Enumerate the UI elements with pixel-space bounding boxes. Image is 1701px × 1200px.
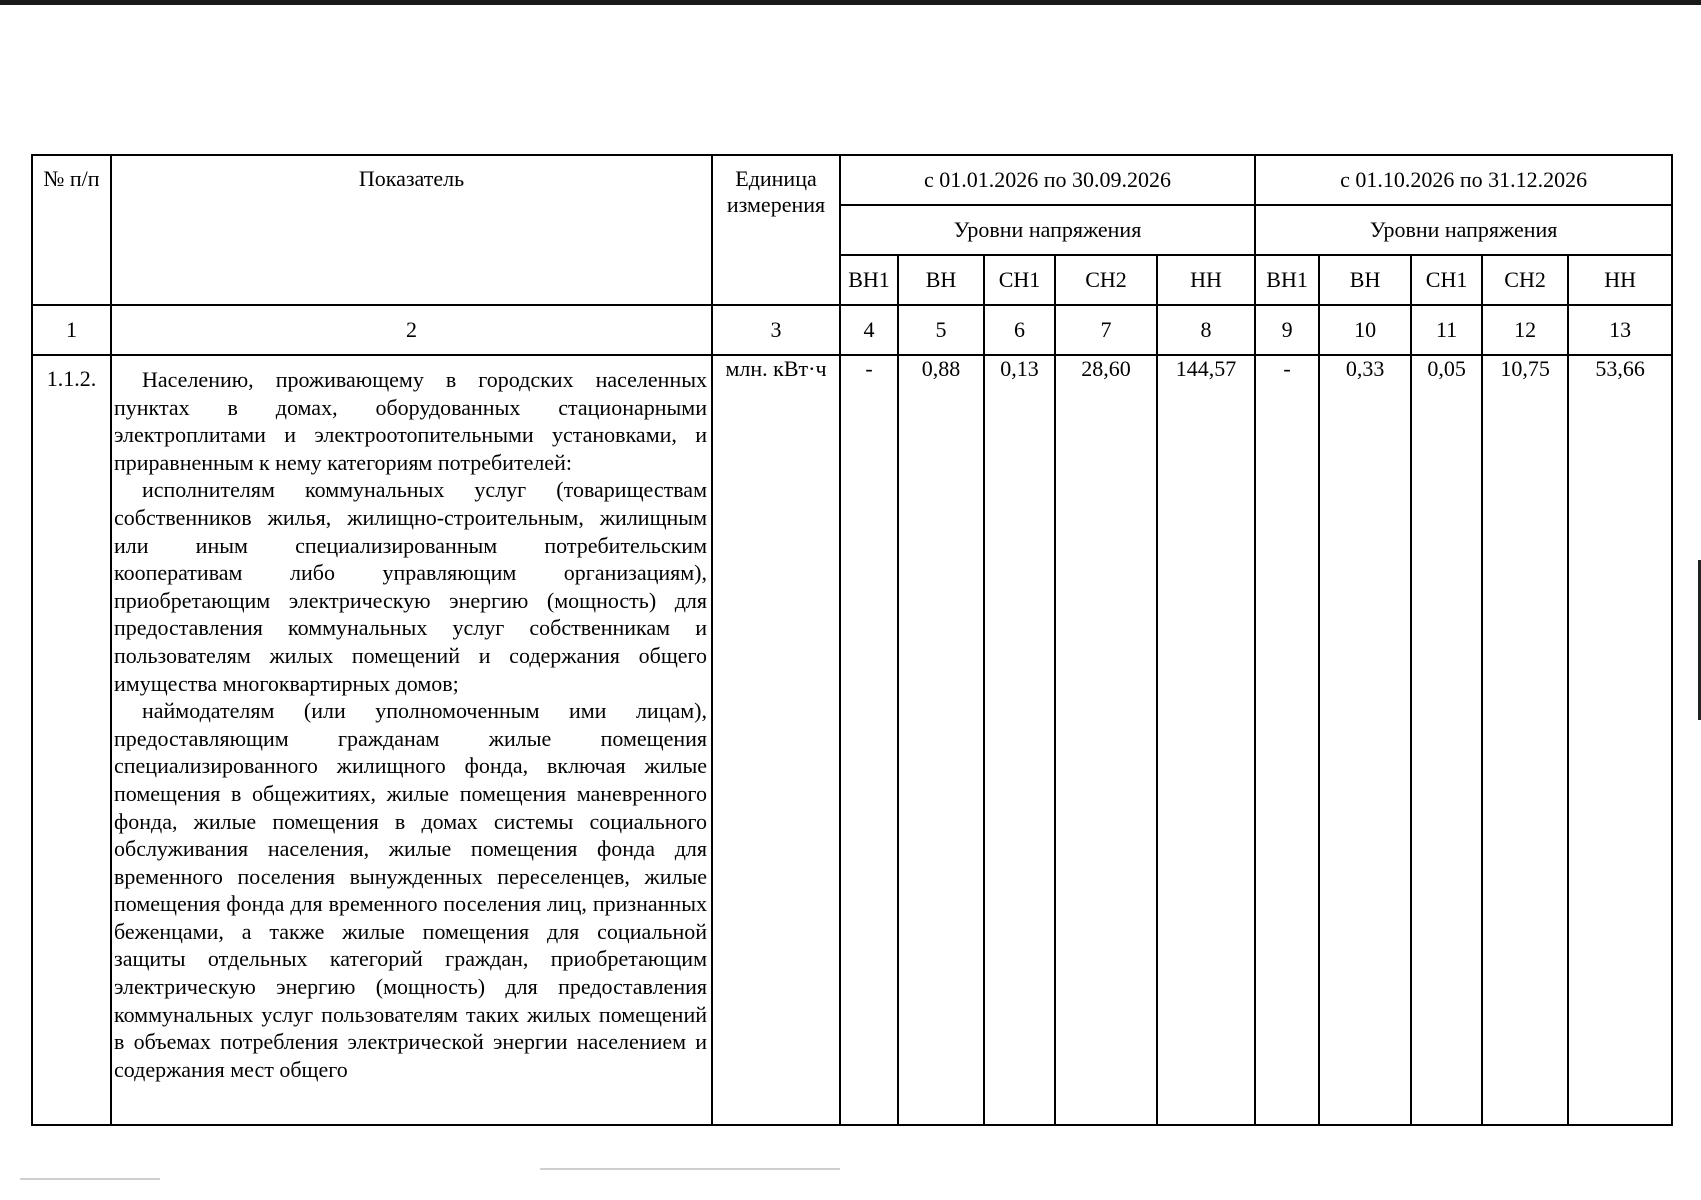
header-level-nn: НН (1157, 255, 1255, 305)
indicator-paragraph: наймодателям (или уполномоченным ими лицам), предоставляющим гражданам жилые помещения специализированного жилищного фонда, включая жилые помещения в общежитиях, жилые помещения маневренного фонда, жилые помещения в домах системы социального обслуживания населения, жилые помещения фонда для временного поселения вынужденных переселенцев, жилые помещения фонда для временного поселения лиц, признанных беженцами, а также жилые помещения для социальной защиты отдельных категорий граждан, приобретающим электрическую энергию (мощность) для предоставления коммунальных услуг пользователям таких жилых помещений в объемах потребления электрической энергии населением и содержания мест общего (114, 698, 707, 1082)
column-number: 9 (1255, 305, 1319, 355)
table-row (32, 355, 1672, 1125)
value-cell: - (1255, 355, 1319, 1125)
row-code: 1.1.2. (32, 355, 111, 1125)
header-indicator: Показатель (111, 155, 712, 305)
value-cell: 0,33 (1319, 355, 1411, 1125)
column-number: 13 (1568, 305, 1672, 355)
header-level-sn2: СН2 (1482, 255, 1568, 305)
header-level-vn1: ВН1 (840, 255, 898, 305)
header-level-vn1: ВН1 (1255, 255, 1319, 305)
column-number: 3 (712, 305, 840, 355)
column-number: 4 (840, 305, 898, 355)
column-number: 11 (1411, 305, 1482, 355)
column-number: 10 (1319, 305, 1411, 355)
column-number-row (32, 305, 1672, 355)
scan-noise (20, 1178, 160, 1180)
indicator-table (31, 154, 1673, 1126)
value-cell: 0,88 (898, 355, 984, 1125)
header-voltage-levels-1: Уровни напряжения (840, 205, 1255, 255)
column-number: 1 (32, 305, 111, 355)
value-cell: 28,60 (1055, 355, 1157, 1125)
column-number: 2 (111, 305, 712, 355)
header-period-1: с 01.01.2026 по 30.09.2026 (840, 155, 1255, 205)
scan-edge-top (0, 0, 1701, 5)
column-number: 6 (984, 305, 1055, 355)
column-number: 7 (1055, 305, 1157, 355)
indicator-paragraph: Населению, проживающему в городских населенных пунктах в домах, оборудованных стационарными электроплитами и электроотопительными установками, и приравненным к нему категориям потребителей: (114, 367, 707, 475)
column-number: 8 (1157, 305, 1255, 355)
indicator-paragraph: исполнителям коммунальных услуг (товариществам собственников жилья, жилищно-строительным, жилищным или иным специализированным потребительским кооперативам либо управляющим организациям), приобретающим электрическую энергию (мощность) для предоставления коммунальных услуг собственникам и пользователям жилых помещений и содержания общего имущества многоквартирных домов; (114, 477, 707, 696)
column-number: 12 (1482, 305, 1568, 355)
header-level-sn1: СН1 (984, 255, 1055, 305)
value-cell: 53,66 (1568, 355, 1672, 1125)
value-cell: 144,57 (1157, 355, 1255, 1125)
value-cell: 0,05 (1411, 355, 1482, 1125)
row-unit: млн. кВт·ч (712, 355, 840, 1125)
value-cell: 0,13 (984, 355, 1055, 1125)
column-number: 5 (898, 305, 984, 355)
header-level-sn1: СН1 (1411, 255, 1482, 305)
header-level-vn: ВН (898, 255, 984, 305)
scan-noise (540, 1168, 840, 1170)
header-unit: Единица измерения (712, 155, 840, 305)
header-period-2: с 01.10.2026 по 31.12.2026 (1255, 155, 1672, 205)
value-cell: 10,75 (1482, 355, 1568, 1125)
header-level-sn2: СН2 (1055, 255, 1157, 305)
value-cell: - (840, 355, 898, 1125)
header-level-vn: ВН (1319, 255, 1411, 305)
row-indicator (111, 355, 712, 1125)
header-level-nn: НН (1568, 255, 1672, 305)
header-voltage-levels-2: Уровни напряжения (1255, 205, 1672, 255)
header-num: № п/п (32, 155, 111, 305)
